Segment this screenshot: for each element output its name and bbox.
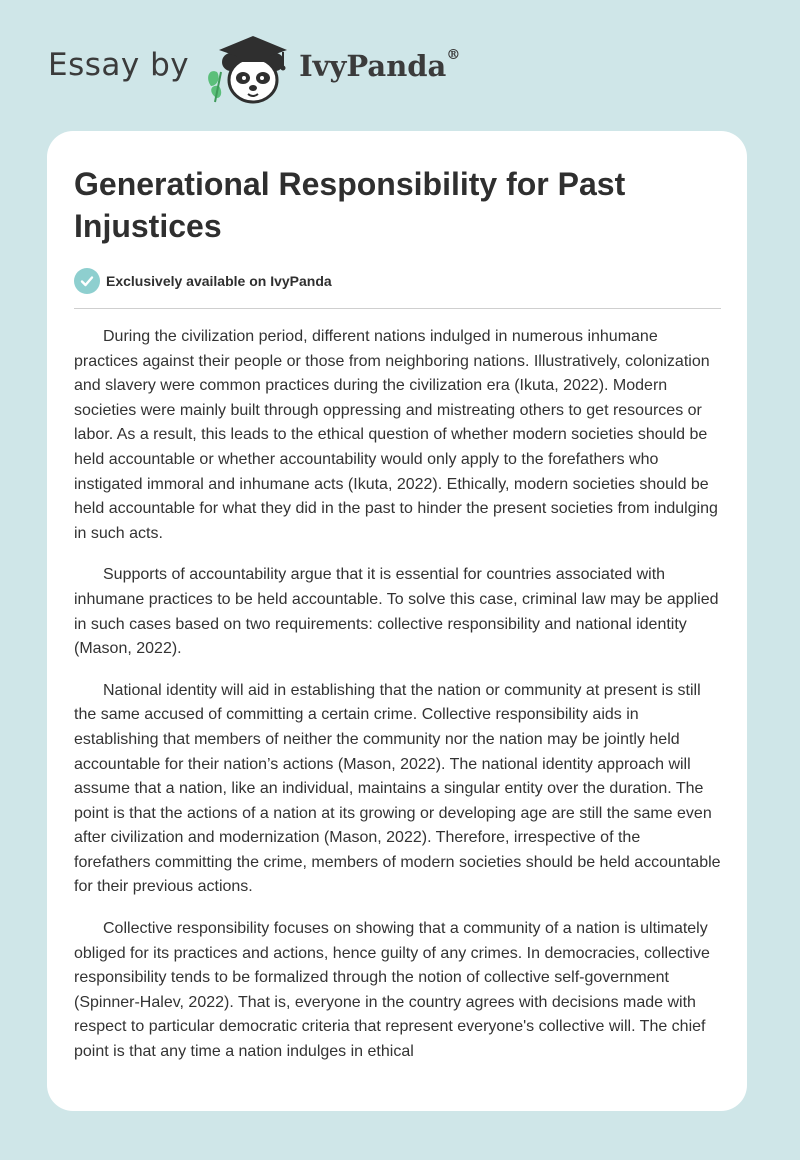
paragraph: Supports of accountability argue that it is essential for countries associated with inhumane practices to be held accountable. To solve this case, criminal law may be applied in such cases based on two requirements: collective responsibility and national identity (Mason, 2022). bbox=[74, 566, 719, 658]
paragraph: Collective responsibility focuses on showing that a community of a nation is ultimately obliged for its practices and actions, hence guilty of any crimes. In democracies, collective responsibility tends to be formalized through the notion of collective self-government (Spinner-Halev, 2022). That is, everyone in the country agrees with decisions made with respect to particular democratic criteria that represent everyone's collective will. The chief point is that any time a nation indulges in ethical bbox=[74, 920, 710, 1061]
site-brand[interactable] bbox=[48, 28, 460, 108]
exclusive-badge bbox=[74, 267, 721, 295]
exclusive-badge-text: Exclusively available on IvyPanda bbox=[106, 273, 332, 289]
essay-card bbox=[47, 131, 747, 1111]
brand-name bbox=[299, 49, 460, 83]
paragraph: During the civilization period, different nations indulged in numerous inhumane practices against their people or those from neighboring nations. Illustratively, colonization and slavery were common practices during the civilization era (Ikuta, 2022). Modern societies were mainly built through oppressing and mistreating others to get resources or labor. As a result, this leads to the ethical question of whether modern societies should be held accountable or whether accountability would only apply to the forefathers who instigated immoral and inhumane acts (Ikuta, 2022). Ethically, modern societies should be held accountable for what they did in the past to hinder the present societies from indulging in such acts. bbox=[74, 328, 718, 542]
paragraph: National identity will aid in establishing that the nation or community at present is still the same accused of committing a certain crime. Collective responsibility aids in establishing that members of neither the community nor the nation may be jointly held accountable for their nation’s actions (Mason, 2022). The national identity approach will assume that a nation, like an individual, maintains a singular entity over the duration. The point is that the actions of a nation at its growing or developing age are still the same even after civilization and modernization (Mason, 2022). Therefore, irrespective of the forefathers committing the crime, members of modern societies should be held accountable for their previous actions. bbox=[74, 681, 721, 896]
check-icon bbox=[74, 268, 100, 294]
panda-graduate-icon bbox=[203, 28, 293, 108]
essay-title: Generational Responsibility for Past Injustices bbox=[74, 166, 626, 244]
brand-name-text: IvyPanda bbox=[299, 49, 447, 83]
divider bbox=[74, 308, 721, 309]
essay-by-label: Essay by bbox=[48, 47, 190, 83]
essay-body bbox=[74, 325, 721, 1065]
registered-mark: ® bbox=[446, 47, 461, 63]
